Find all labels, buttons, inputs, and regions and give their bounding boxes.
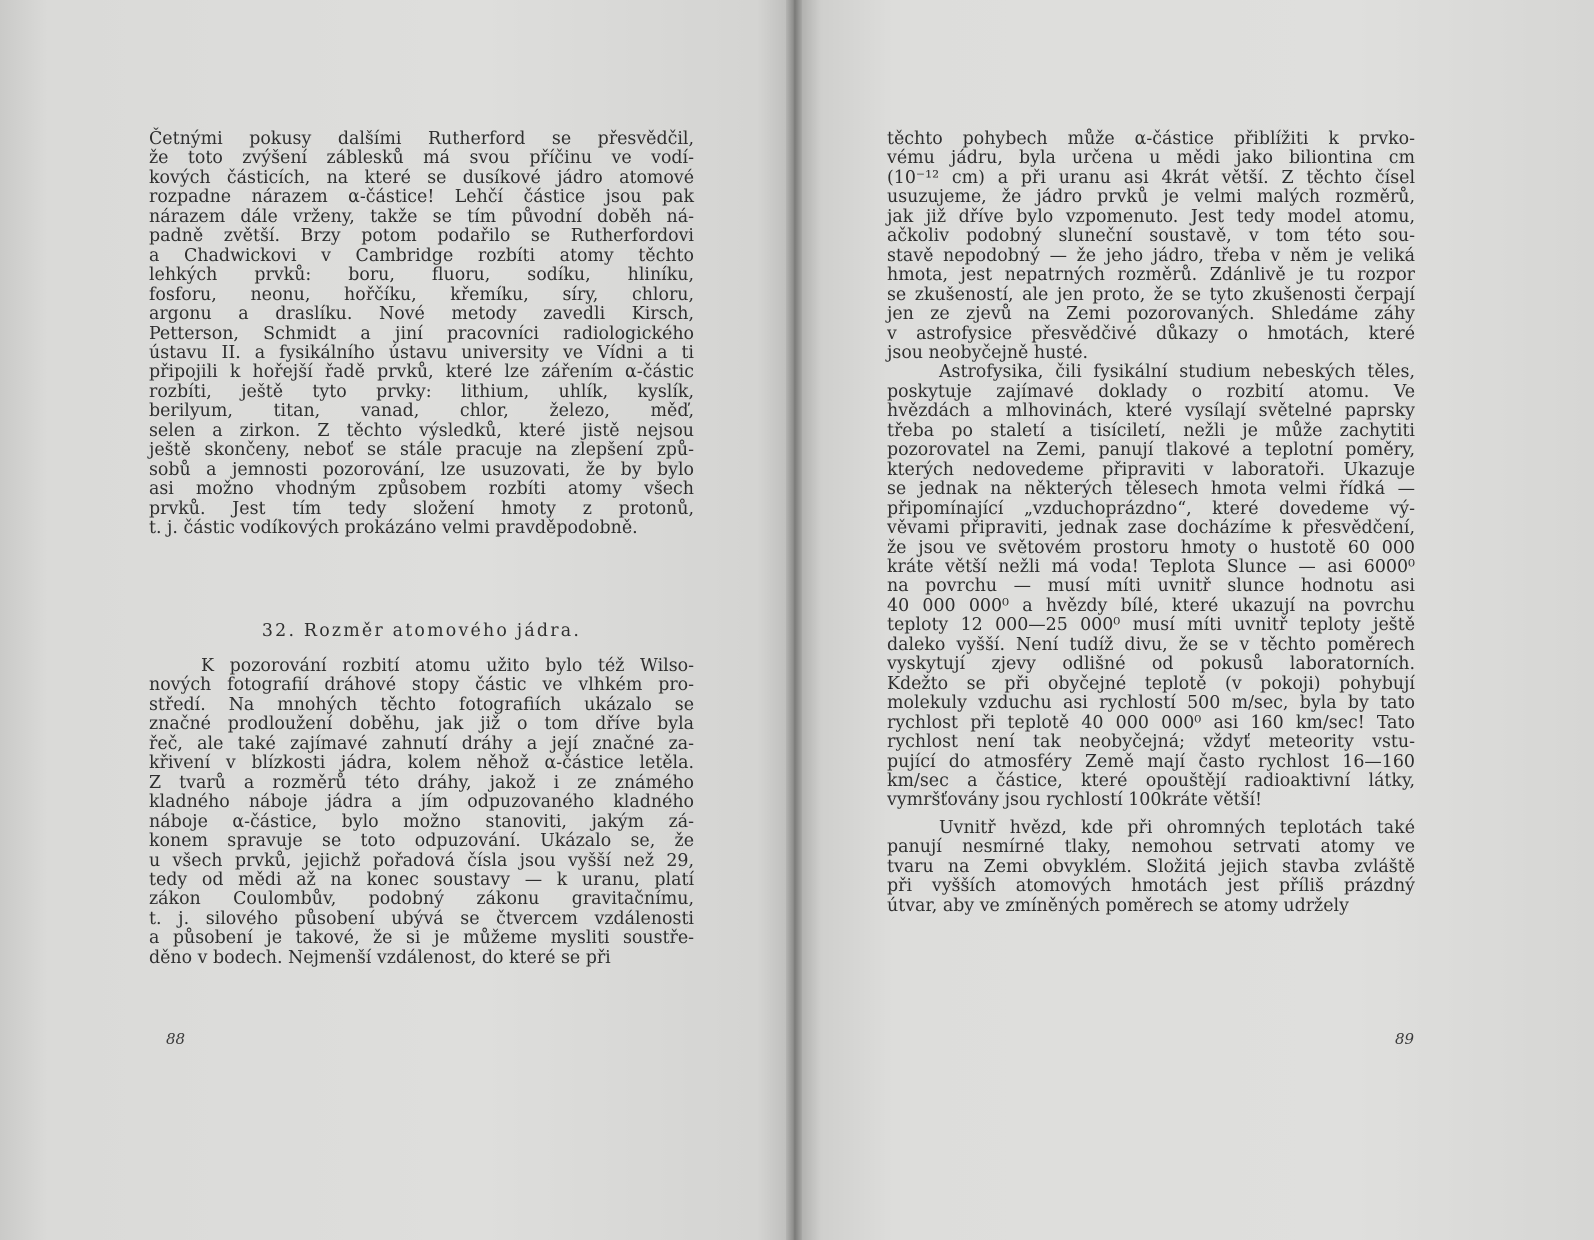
text-line: padně zvětší. Brzy potom podařilo se Rutherfordovi (149, 226, 694, 247)
text-line: na povrchu — musí míti uvnitř slunce hodnotu asi (887, 576, 1415, 597)
text-line: jen ze zjevů na Zemi pozorovaných. Shledáme záhy (887, 304, 1415, 325)
text-line: připomínající „vzduchoprázdno“, které dovedeme vý- (887, 498, 1415, 519)
text-line: a působení je takové, že si je můžeme mysliti soustře- (149, 928, 694, 949)
text-line: útvar, aby ve zmíněných poměrech se atomy udržely (887, 895, 1349, 916)
text-line: sobů a jemnosti pozorování, lze usuzovati, že by bylo (149, 459, 694, 480)
text-line: kových částicích, na které se dusíkové jádro atomové (149, 167, 694, 188)
text-line: poskytuje zajímavé doklady o rozbití atomu. Ve (887, 381, 1415, 402)
text-line: při vyšších atomových hmotách jest příliš prázdný (887, 876, 1415, 897)
text-line: Kdežto se při obyčejné teplotě (v pokoji) pohybují (887, 673, 1415, 694)
text-line: selen a zirkon. Z těchto výsledků, které jistě nejsou (149, 420, 694, 441)
text-line: u všech prvků, jejichž pořadová čísla jsou vyšší než 29, (149, 850, 694, 871)
text-line: vymršťovány jsou rychlostí 100kráte větší! (887, 790, 1263, 811)
page-number-left: 88 (166, 1030, 186, 1048)
text-line: kladného náboje jádra a jím odpuzovaného kladného (149, 792, 694, 813)
text-line: usuzujeme, že jádro prvků je velmi malých rozměrů, (887, 187, 1415, 208)
text-line: t. j. částic vodíkových prokázáno velmi pravděpodobně. (149, 518, 638, 539)
text-line: tvaru na Zemi obvyklém. Složitá jejich stavba zvláště (887, 856, 1415, 877)
text-line: jak již dříve bylo vzpomenuto. Jest tedy model atomu, (887, 206, 1415, 227)
text-line: hmota, jest nepatrných rozměrů. Zdánlivě je tu rozpor (887, 265, 1415, 286)
text-line: rychlost při teplotě 40 000 000⁰ asi 160 km/sec! Tato (887, 712, 1415, 733)
text-line: 40 000 000⁰ a hvězdy bílé, které ukazují na povrchu (887, 595, 1415, 616)
text-line: jsou neobyčejně husté. (887, 342, 1089, 363)
text-line: Astrofysika, čili fysikální studium nebeských těles, (939, 362, 1415, 383)
text-line: rychlost není tak neobyčejná; vždyť meteority vstu- (887, 732, 1415, 753)
text-line: berilyum, titan, vanad, chlor, železo, měď, (149, 401, 694, 422)
text-line: třeba po staletí a tisíciletí, nežli je může zachytiti (887, 420, 1415, 441)
text-line: kterých nedovedeme připraviti v laboratoři. Ukazuje (887, 459, 1415, 480)
text-line: a Chadwickovi v Cambridge rozbíti atomy těchto (149, 245, 694, 266)
text-line: nárazem dále vrženy, takže se tím původní doběh ná- (149, 206, 694, 227)
text-line: Uvnitř hvězd, kde při ohromných teplotách také (939, 817, 1415, 838)
text-line: připojili k hořejší řadě prvků, které lze zářením α-částic (149, 362, 694, 383)
text-line: fosforu, neonu, hořčíku, křemíku, síry, chloru, (149, 284, 694, 305)
text-line: že toto zvýšení záblesků má svou příčinu ve vodí- (149, 148, 694, 169)
left-paragraph-1 (149, 130, 694, 539)
text-line: K pozorování rozbití atomu užito bylo též Wilso- (201, 656, 694, 676)
text-line: náboje α-částice, bylo možno stanoviti, jakým zá- (149, 811, 694, 832)
text-line: tedy od mědi až na konec soustavy — k uranu, platí (149, 869, 694, 890)
text-line: (10⁻¹² cm) a při uranu asi 4krát větší. Z těchto čísel (887, 167, 1415, 188)
text-line: t. j. silového působení ubývá se čtvercem vzdálenosti (149, 908, 694, 929)
text-line: děno v bodech. Nejmenší vzdálenost, do které se při (149, 947, 611, 968)
left-paragraph-2 (149, 657, 694, 968)
text-line: stavě nepodobný — že jeho jádro, třeba v něm je veliká (887, 245, 1415, 266)
text-line: vému jádru, byla určena u mědi jako biliontina cm (887, 148, 1415, 169)
book-gutter (786, 0, 802, 1240)
page-number-right: 89 (1395, 1030, 1415, 1048)
text-line: hvězdách a mlhovinách, které vysílají světelné paprsky (887, 401, 1415, 422)
text-line: ještě skončeny, neboť se stále pracuje na zlepšení způ- (149, 440, 694, 461)
text-line: vyskytují zjevy odlišné od pokusů laboratorních. (887, 654, 1415, 675)
text-line: panují nesmírné tlaky, nemohou setrvati atomy ve (887, 837, 1415, 858)
text-line: Petterson, Schmidt a jiní pracovníci radiologického (149, 323, 694, 344)
text-line: že jsou ve světovém prostoru hmoty o hustotě 60 000 (887, 537, 1415, 558)
text-line: řeč, ale také zajímavé zahnutí dráhy a její značné za- (149, 733, 694, 754)
text-line: prvků. Jest tím tedy složení hmoty z protonů, (149, 498, 694, 519)
section-heading: 32. Rozměr atomového jádra. (261, 621, 582, 641)
text-line: křivení v blízkosti jádra, kolem něhož α-částice letěla. (149, 753, 694, 774)
right-text-block (887, 130, 1415, 916)
text-line: pující do atmosféry Země mají často rychlost 16—160 (887, 751, 1415, 772)
text-line: v astrofysice přesvědčivé důkazy o hmotách, které (887, 323, 1415, 344)
text-line: rozpadne nárazem α-částice! Lehčí částice jsou pak (149, 187, 694, 208)
text-line: asi možno vhodným způsobem rozbíti atomy všech (149, 479, 694, 500)
text-line: těchto pohybech může α-částice přiblížiti k prvko- (887, 129, 1415, 149)
text-line: věvami připraviti, jednak zase docházíme k přesvědčení, (887, 518, 1415, 539)
text-line: značné prodloužení doběhu, jak již o tom dříve byla (149, 714, 694, 735)
text-line: konem spravuje se toto odpuzování. Ukázalo se, že (149, 831, 694, 852)
text-line: zákon Coulombův, podobný zákonu gravitačnímu, (149, 889, 694, 910)
text-line: lehkých prvků: boru, fluoru, sodíku, hliníku, (149, 265, 694, 286)
text-line: rozbíti, ještě tyto prvky: lithium, uhlík, kyslík, (149, 381, 694, 402)
text-line: ačkoliv podobný sluneční soustavě, v tom této sou- (887, 226, 1415, 247)
text-line: daleko vyšší. Není tudíž divu, že se v těchto poměrech (887, 634, 1415, 655)
text-line: molekuly vzduchu asi rychlostí 500 m/sec, byla by tato (887, 693, 1415, 714)
text-line: se jednak na některých tělesech hmota velmi řídká — (887, 479, 1415, 500)
text-line: Četnými pokusy dalšími Rutherford se přesvědčil, (149, 129, 694, 149)
text-line: nových fotografií dráhové stopy částic ve vlhkém pro- (149, 675, 694, 696)
text-line: argonu a draslíku. Nové metody zavedli Kirsch, (149, 304, 694, 325)
text-line: středí. Na mnohých těchto fotografiích ukázalo se (149, 694, 694, 715)
text-line: ústavu II. a fysikálního ústavu university ve Vídni a ti (149, 342, 694, 363)
text-line: kráte větší nežli má voda! Teplota Slunce — asi 6000⁰ (887, 556, 1415, 577)
text-line: teploty 12 000—25 000⁰ musí míti uvnitř teploty ještě (887, 615, 1415, 636)
text-line: Z tvarů a rozměrů této dráhy, jakož i ze známého (149, 772, 694, 793)
text-line: pozorovatel na Zemi, panují tlakové a teplotní poměry, (887, 440, 1415, 461)
text-line: km/sec a částice, které opouštějí radioaktivní látky, (887, 770, 1415, 791)
text-line: se zkušeností, ale jen proto, že se tyto zkušenosti čerpají (887, 284, 1415, 305)
